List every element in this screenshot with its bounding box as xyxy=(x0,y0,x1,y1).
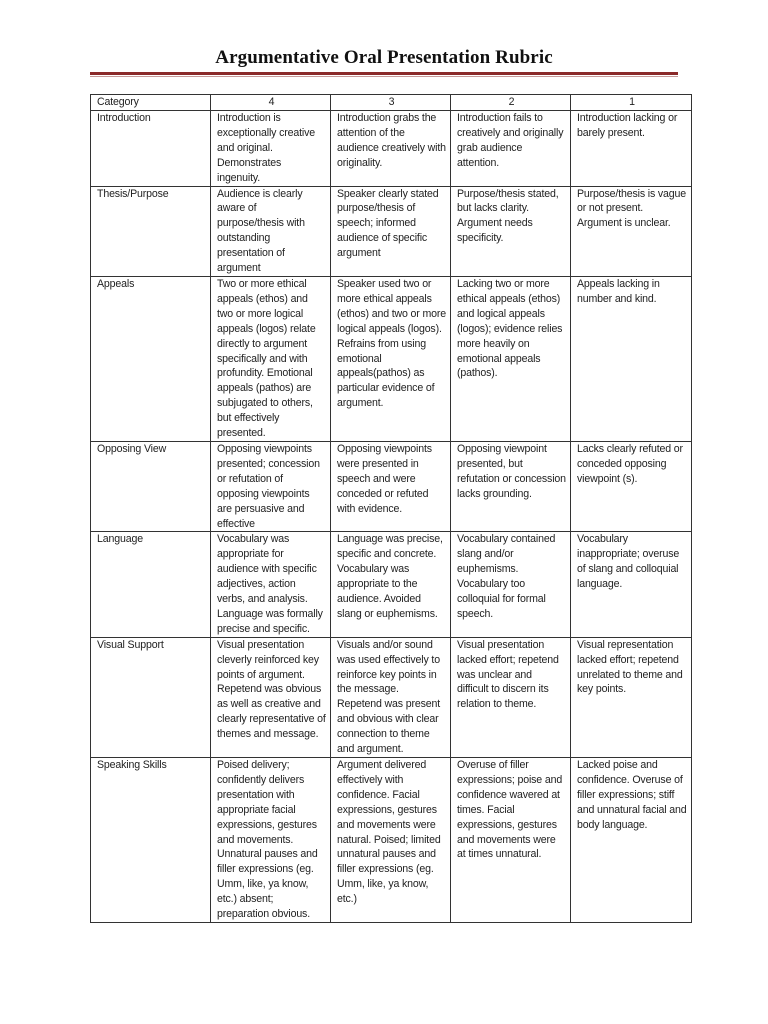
category-cell: Thesis/Purpose xyxy=(91,186,211,276)
criteria-cell-1: Visual representation lacked effort; repetend unrelated to theme and key points. xyxy=(571,637,692,757)
rubric-row-opposing-view xyxy=(91,441,692,531)
criteria-cell-1: Appeals lacking in number and kind. xyxy=(571,276,692,441)
category-cell: Appeals xyxy=(91,276,211,441)
category-cell: Visual Support xyxy=(91,637,211,757)
criteria-cell-2: Vocabulary contained slang and/or euphemisms. Vocabulary too colloquial for formal speech. xyxy=(451,532,571,637)
criteria-cell-1: Purpose/thesis is vague or not present. Argument is unclear. xyxy=(571,186,692,276)
rubric-row-introduction xyxy=(91,111,692,187)
criteria-cell-4: Audience is clearly aware of purpose/thesis with outstanding presentation of argument xyxy=(211,186,331,276)
header-category: Category xyxy=(91,95,211,111)
criteria-cell-3: Speaker clearly stated purpose/thesis of speech; informed audience of specific argument xyxy=(331,186,451,276)
header-score-1: 1 xyxy=(571,95,692,111)
criteria-cell-2: Opposing viewpoint presented, but refutation or concession lacks grounding. xyxy=(451,441,571,531)
criteria-cell-3: Introduction grabs the attention of the audience creatively with originality. xyxy=(331,111,451,187)
criteria-cell-2: Lacking two or more ethical appeals (ethos) and logical appeals (logos); evidence relies more heavily on emotional appeals (pathos). xyxy=(451,276,571,441)
criteria-cell-3: Argument delivered effectively with confidence. Facial expressions, gestures and movements were natural. Poised; limited unnatural pauses and filler expressions (eg. Umm, like, ya know, etc.) xyxy=(331,758,451,923)
criteria-cell-1: Lacked poise and confidence. Overuse of filler expressions; stiff and unnatural facial and body language. xyxy=(571,758,692,923)
rubric-row-appeals xyxy=(91,276,692,441)
header-score-4: 4 xyxy=(211,95,331,111)
criteria-cell-1: Vocabulary inappropriate; overuse of slang and colloquial language. xyxy=(571,532,692,637)
header-score-3: 3 xyxy=(331,95,451,111)
criteria-cell-1: Introduction lacking or barely present. xyxy=(571,111,692,187)
category-cell: Introduction xyxy=(91,111,211,187)
rubric-row-thesis-purpose xyxy=(91,186,692,276)
criteria-cell-3: Language was precise, specific and concrete. Vocabulary was appropriate to the audience. Avoided slang or euphemisms. xyxy=(331,532,451,637)
criteria-cell-1: Lacks clearly refuted or conceded opposing viewpoint (s). xyxy=(571,441,692,531)
criteria-cell-4: Opposing viewpoints presented; concession or refutation of opposing viewpoints are persuasive and effective xyxy=(211,441,331,531)
category-cell: Speaking Skills xyxy=(91,758,211,923)
criteria-cell-4: Vocabulary was appropriate for audience with specific adjectives, action verbs, and analysis. Language was formally precise and specific. xyxy=(211,532,331,637)
criteria-cell-2: Introduction fails to creatively and originally grab audience attention. xyxy=(451,111,571,187)
criteria-cell-2: Visual presentation lacked effort; repetend was unclear and difficult to discern its relation to theme. xyxy=(451,637,571,757)
document-title: Argumentative Oral Presentation Rubric xyxy=(215,47,553,68)
category-cell: Language xyxy=(91,532,211,637)
rubric-row-visual-support xyxy=(91,637,692,757)
criteria-cell-2: Purpose/thesis stated, but lacks clarity. Argument needs specificity. xyxy=(451,186,571,276)
criteria-cell-4: Two or more ethical appeals (ethos) and two or more logical appeals (logos) relate directly to argument specifically and with profundity. Emotional appeals (pathos) are subjugated to others, but effectively presented. xyxy=(211,276,331,441)
title-divider-underline xyxy=(90,76,678,77)
criteria-cell-4: Visual presentation cleverly reinforced key points of argument. Repetend was obvious as well as creative and clearly representative of themes and message. xyxy=(211,637,331,757)
criteria-cell-4: Poised delivery; confidently delivers presentation with appropriate facial expressions, gestures and movements. Unnatural pauses and filler expressions (eg. Umm, like, ya know, etc.) absent; preparation obvious. xyxy=(211,758,331,923)
header-score-2: 2 xyxy=(451,95,571,111)
rubric-row-language xyxy=(91,532,692,637)
criteria-cell-4: Introduction is exceptionally creative and original. Demonstrates ingenuity. xyxy=(211,111,331,187)
rubric-row-speaking-skills xyxy=(91,758,692,923)
category-cell: Opposing View xyxy=(91,441,211,531)
criteria-cell-2: Overuse of filler expressions; poise and confidence wavered at times. Facial expressions, gestures and movements were at times unnatural. xyxy=(451,758,571,923)
rubric-table xyxy=(90,94,692,923)
title-divider xyxy=(90,72,678,75)
criteria-cell-3: Speaker used two or more ethical appeals (ethos) and two or more logical appeals (logos). Refrains from using emotional appeals(pathos) as particular evidence of argument. xyxy=(331,276,451,441)
criteria-cell-3: Visuals and/or sound was used effectively to reinforce key points in the message. Repetend was present and obvious with clear connection to theme and argument. xyxy=(331,637,451,757)
rubric-header-row xyxy=(91,95,692,111)
criteria-cell-3: Opposing viewpoints were presented in speech and were conceded or refuted with evidence. xyxy=(331,441,451,531)
